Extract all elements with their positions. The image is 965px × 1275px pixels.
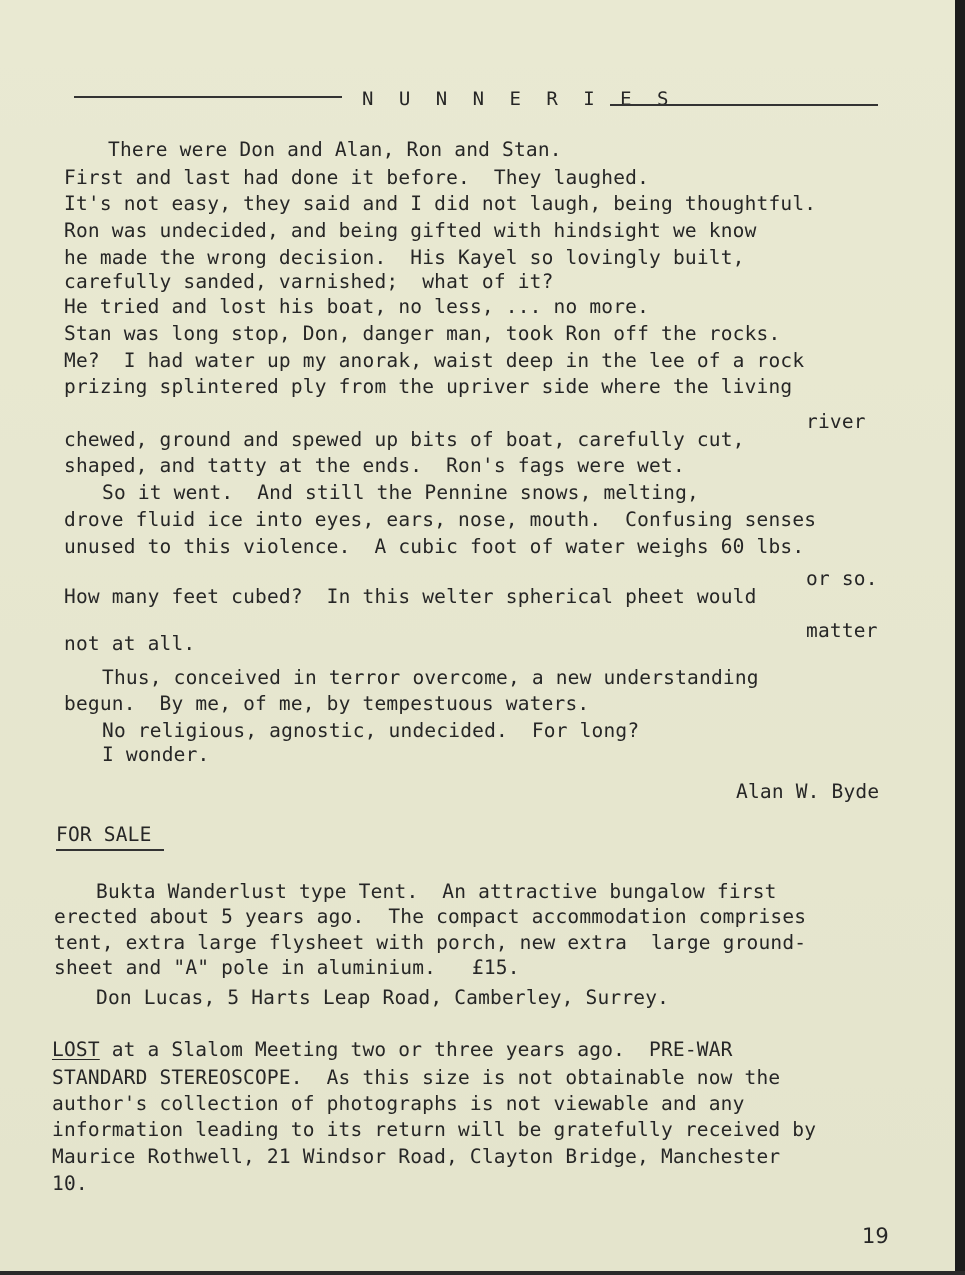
lost-first-line-rest: at a Slalom Meeting two or three years ago. PRE-WAR (99, 1038, 733, 1061)
poem-line: Me? I had water up my anorak, waist deep in the lee of a rock (64, 349, 805, 372)
poem-line: Stan was long stop, Don, danger man, took Ron off the rocks. (64, 322, 781, 345)
poem-line: unused to this violence. A cubic foot of water weighs 60 lbs. (64, 535, 805, 558)
for-sale-heading: FOR SALE (56, 823, 152, 846)
lost-line: Maurice Rothwell, 21 Windsor Road, Clayton Bridge, Manchester (52, 1145, 781, 1168)
for-sale-underline (56, 849, 164, 851)
poem-line: I wonder. (102, 743, 210, 766)
title-rule-right (610, 104, 878, 106)
poem-line: he made the wrong decision. His Kayel so lovingly built, (64, 246, 745, 269)
for-sale-line: erected about 5 years ago. The compact accommodation comprises (54, 905, 807, 928)
for-sale-line: tent, extra large flysheet with porch, new extra large ground- (54, 931, 807, 954)
poem-line: carefully sanded, varnished; what of it? (64, 270, 554, 293)
page-bottom-edge (0, 1271, 965, 1275)
poem-line: He tried and lost his boat, no less, ... no more. (64, 295, 650, 318)
poem-line: begun. By me, of me, by tempestuous waters. (64, 692, 590, 715)
lost-line: 10. (52, 1172, 88, 1195)
lost-line: STANDARD STEREOSCOPE. As this size is not obtainable now the (52, 1066, 781, 1089)
poem-line: not at all. (64, 632, 196, 655)
lost-line: information leading to its return will be gratefully received by (52, 1118, 817, 1141)
poem-line: Thus, conceived in terror overcome, a new understanding (102, 666, 759, 689)
for-sale-line: sheet and "A" pole in aluminium. £15. (54, 956, 520, 979)
for-sale-contact: Don Lucas, 5 Harts Leap Road, Camberley, Surrey. (96, 986, 670, 1009)
poem-line: river (806, 410, 866, 433)
page-edge-shadow (955, 0, 965, 1275)
lost-heading: LOST (52, 1038, 100, 1061)
poem-line: prizing splintered ply from the upriver side where the living (64, 375, 793, 398)
title-rule-left (74, 96, 342, 98)
poem-line: No religious, agnostic, undecided. For long? (102, 719, 640, 742)
poem-line: It's not easy, they said and I did not laugh, being thoughtful. (64, 192, 817, 215)
for-sale-line: Bukta Wanderlust type Tent. An attractive bungalow first (96, 880, 777, 903)
poem-line: drove fluid ice into eyes, ears, nose, mouth. Confusing senses (64, 508, 817, 531)
poem-line: shaped, and tatty at the ends. Ron's fags were wet. (64, 454, 685, 477)
poem-line: matter (806, 619, 878, 642)
poem-line: There were Don and Alan, Ron and Stan. (108, 138, 562, 161)
poem-line: or so. (806, 567, 878, 590)
page-number: 19 (862, 1224, 889, 1248)
poem-line: chewed, ground and spewed up bits of boat, carefully cut, (64, 428, 745, 451)
poem-line: First and last had done it before. They laughed. (64, 166, 650, 189)
poem-author: Alan W. Byde (736, 780, 880, 803)
page-title: N U N N E R I E S (362, 88, 676, 110)
lost-line: author's collection of photographs is not viewable and any (52, 1092, 745, 1115)
poem-line: Ron was undecided, and being gifted with hindsight we know (64, 219, 757, 242)
poem-line: So it went. And still the Pennine snows, melting, (102, 481, 699, 504)
lost-first-line (52, 1038, 733, 1062)
poem-line: How many feet cubed? In this welter spherical pheet would (64, 585, 757, 608)
